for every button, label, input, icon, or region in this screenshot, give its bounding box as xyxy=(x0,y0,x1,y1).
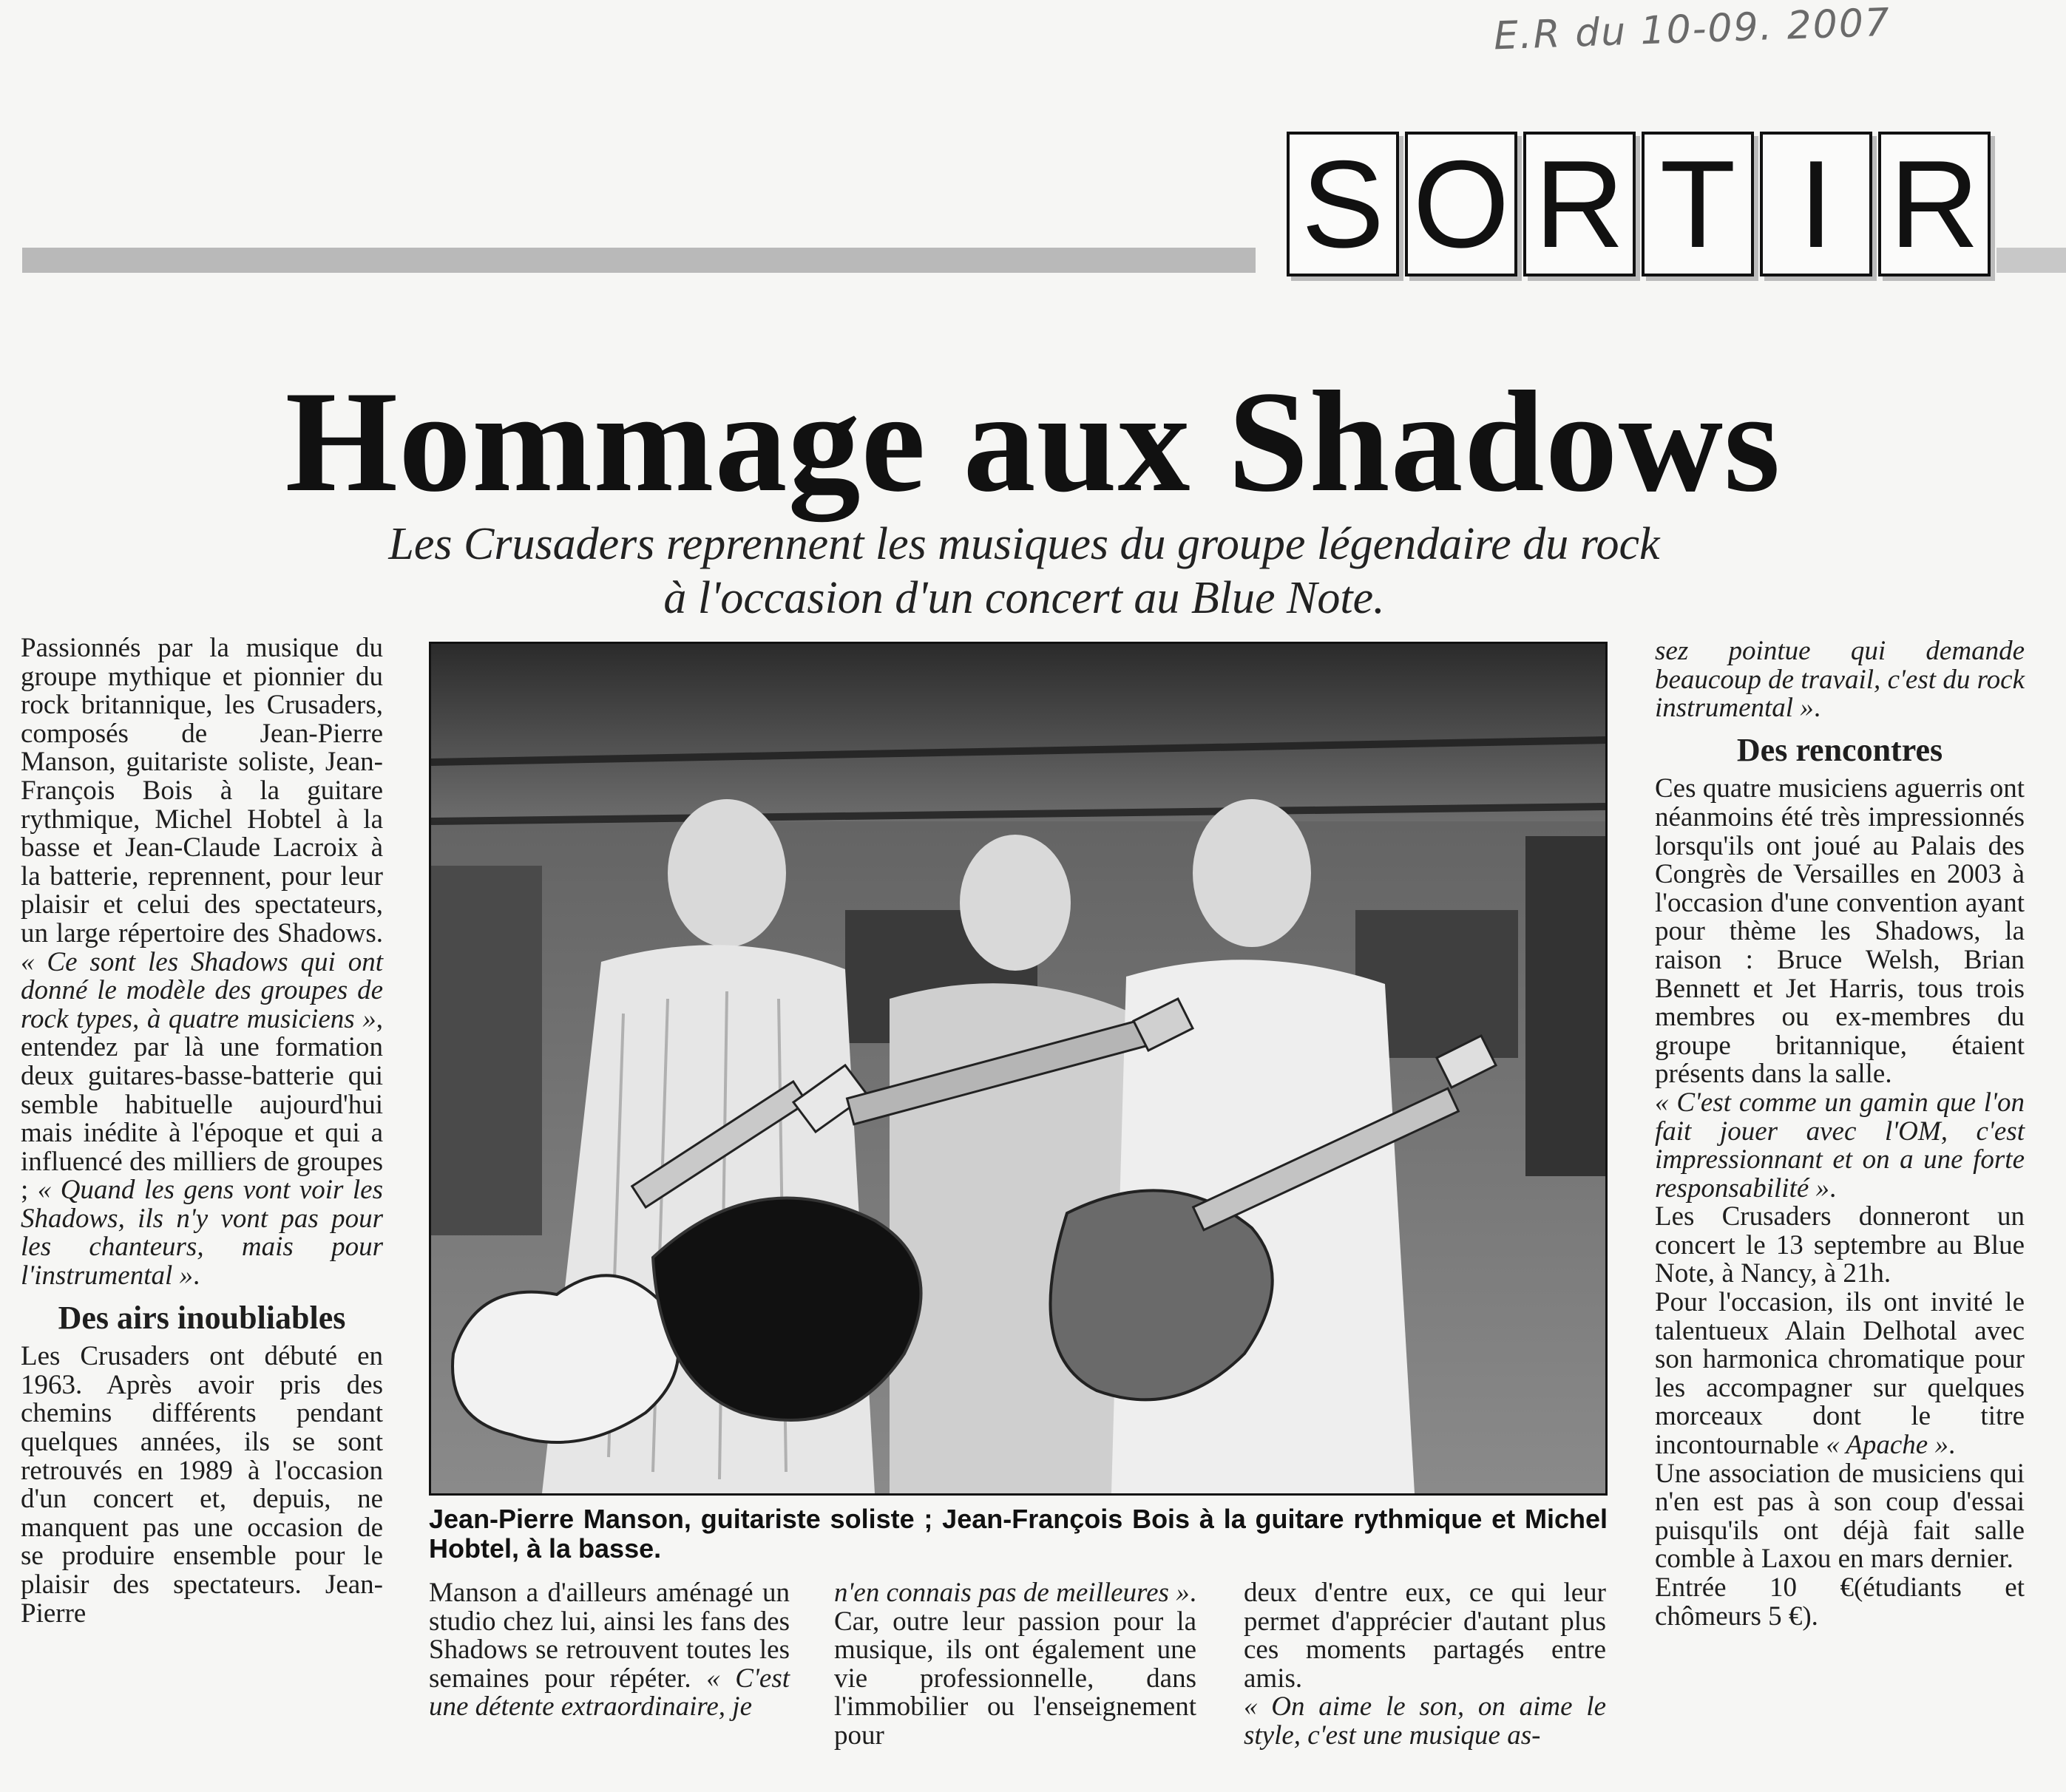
text-run: . xyxy=(1948,1430,1956,1461)
article-column-4 xyxy=(1244,1579,1606,1751)
quote-run: sez pointue qui demande beaucoup de travail, c'est du rock instrumental » xyxy=(1655,636,2025,724)
text-run: . xyxy=(1813,693,1821,724)
band-photo-illustration xyxy=(431,644,1605,1493)
section-rule-bar-right xyxy=(1996,248,2066,273)
quote-run: « Ce sont les Shadows qui ont donné le modèle des groupes de rock types, à quatre musiciens » xyxy=(21,946,383,1034)
quote-run: « Quand les gens vont voir les Shadows, ils n'y vont pas pour les chanteurs, mais pour l'instrumental » xyxy=(21,1175,383,1292)
section-letter: O xyxy=(1405,132,1517,276)
article-column-2 xyxy=(429,1579,790,1722)
text-run: Passionnés par la musique du groupe mythique et pionnier du rock britannique, les Crusaders, composés de Jean-Pierre Manson, guitariste soliste, Jean-François Bois à la guitare rythmique, Michel Hobtel à la basse et Jean-Claude Lacroix à la batterie, reprennent, pour leur plaisir et celui des spectateurs, un large répertoire des Shadows. xyxy=(21,633,383,948)
photo-caption: Jean-Pierre Manson, guitariste soliste ; Jean-François Bois à la guitare rythmique et Michel Hobtel, à la basse. xyxy=(429,1504,1608,1564)
quote-run: « C'est comme un gamin que l'on fait jouer avec l'OM, c'est impressionnant et on a une forte responsabilité » xyxy=(1655,1087,2025,1204)
section-letter: R xyxy=(1878,132,1991,276)
handwritten-date-note: E.R du 10-09. 2007 xyxy=(1493,0,1891,59)
paragraph: Entrée 10 €(étudiants et chômeurs 5 €). xyxy=(1655,1572,2025,1632)
paragraph xyxy=(1655,637,2025,723)
quote-run: n'en connais pas de meilleures » xyxy=(834,1578,1190,1608)
paragraph xyxy=(429,1579,790,1722)
section-label-sortir xyxy=(1287,132,1991,276)
paragraph xyxy=(834,1579,1196,1751)
paragraph xyxy=(21,634,383,1291)
text-run: , entendez par là une formation deux guitares-basse-batterie qui semble habituelle aujourd'hui mais inédite à l'époque et qui a influencé des milliers de groupes ; xyxy=(21,1003,383,1206)
section-letter: R xyxy=(1523,132,1636,276)
subheading-des-airs-inoubliables: Des airs inoubliables xyxy=(58,1299,346,1336)
section-rule-bar xyxy=(22,248,1256,273)
article-headline: Hommage aux Shadows xyxy=(285,362,1781,522)
quote-run: « C'est une détente extraordinaire, je xyxy=(429,1663,790,1723)
paragraph: Les Crusaders donneront un concert le 13 septembre au Blue Note, à Nancy, à 21h. xyxy=(1655,1201,2025,1289)
text-run: . xyxy=(193,1260,200,1292)
text-run: . Car, outre leur passion pour la musique, ils ont également une vie professionnelle, dans l'immobilier ou l'enseignement pour xyxy=(834,1578,1196,1751)
paragraph: Une association de musiciens qui n'en est pas à son coup d'essai puisqu'ils ont déjà fait salle comble à Laxou en mars dernier. xyxy=(1655,1458,2025,1575)
section-letter: S xyxy=(1287,132,1399,276)
text-run: Manson a d'ailleurs aménagé un studio chez lui, ainsi les fans des Shadows se retrouvent toutes les semaines pour répéter. xyxy=(429,1578,790,1694)
subtitle-line-2: à l'occasion d'un concert au Blue Note. xyxy=(663,573,1385,624)
text-run: . xyxy=(1829,1172,1837,1204)
article-subtitle xyxy=(111,517,1937,625)
quote-run: « On aime le son, on aime le style, c'est une musique as- xyxy=(1244,1691,1606,1751)
article-column-5 xyxy=(1655,637,2025,1631)
section-letter: I xyxy=(1760,132,1872,276)
subheading-des-rencontres: Des rencontres xyxy=(1736,731,1943,768)
article-column-1 xyxy=(21,634,383,1628)
subtitle-line-1: Les Crusaders reprennent les musiques du groupe légendaire du rock xyxy=(388,519,1660,569)
article-column-3 xyxy=(834,1579,1196,1751)
paragraph: Ces quatre musiciens aguerris ont néanmoins été très impressionnés lorsqu'ils ont joué au Palais des Congrès de Versailles en 2003 à l'occasion d'une convention ayant pour thème les Shadows, la raison : Bruce Welsh, Brian Bennett et Jet Harris, tous trois membres ou ex-membres du groupe britannique, étaient présents dans la salle. xyxy=(1655,773,2025,1090)
section-letter: T xyxy=(1642,132,1754,276)
paragraph xyxy=(1655,1289,2025,1460)
paragraph xyxy=(1655,1089,2025,1203)
paragraph: deux d'entre eux, ce qui leur permet d'apprécier d'autant plus ces moments partagés entre amis. xyxy=(1244,1578,1606,1694)
band-photo xyxy=(429,642,1608,1496)
quote-run: « Apache » xyxy=(1826,1430,1948,1461)
paragraph: Les Crusaders ont débuté en 1963. Après avoir pris des chemins différents pendant quelques années, ils se sont retrouvés en 1989 à l'occasion d'un concert et, depuis, ne manquent pas une occasion de se produire ensemble pour le plaisir des spectateurs. Jean-Pierre xyxy=(21,1341,383,1629)
paragraph xyxy=(1244,1693,1606,1750)
text-run: Pour l'occasion, ils ont invité le talentueux Alain Delhotal avec son harmonica chromatique pour les accompagner sur quelques morceaux dont le titre incontournable xyxy=(1655,1287,2025,1461)
